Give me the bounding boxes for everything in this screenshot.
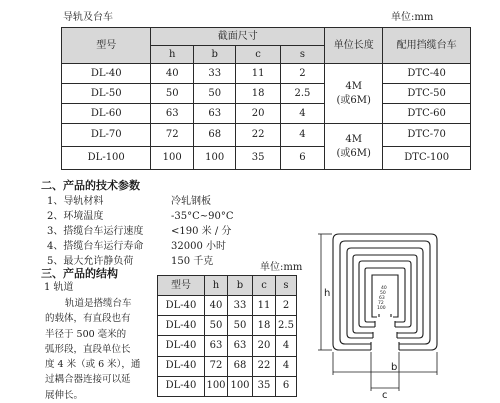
cell-model: DL-50 — [62, 84, 151, 104]
header-c: c — [236, 46, 280, 64]
cell-c: 22 — [253, 356, 276, 376]
paragraph-line: 弧形段，直段单位长 — [45, 343, 131, 355]
subsection-title: 1 轨道 — [44, 282, 74, 293]
cell-model: DL-40 — [158, 356, 205, 376]
cell-h: 40 — [151, 64, 194, 84]
unit-length-value: 4M — [345, 133, 363, 145]
cell-s: 4 — [276, 356, 297, 376]
cell-h: 50 — [205, 316, 228, 336]
dimension-h-label: h — [324, 288, 331, 299]
header-s: s — [276, 276, 297, 296]
param-value: 32000 小时 — [171, 241, 226, 252]
cell-s: 2 — [276, 296, 297, 316]
cell-h: 63 — [151, 104, 194, 124]
cell-b: 100 — [193, 147, 236, 170]
rail-cross-section-diagram — [315, 222, 455, 400]
table-row — [158, 356, 297, 376]
cell-s: 4 — [276, 336, 297, 356]
unit-label: 单位:mm — [391, 12, 434, 23]
cell-c: 22 — [236, 124, 280, 147]
cell-c: 35 — [236, 147, 280, 170]
dimension-c-label: c — [382, 390, 388, 400]
cell-unit-length — [325, 124, 383, 170]
table-row — [62, 147, 471, 170]
header-c: c — [253, 276, 276, 296]
cell-b: 33 — [193, 64, 236, 84]
table-row — [62, 64, 471, 84]
cell-trolley: DTC-50 — [383, 84, 471, 104]
paragraph-line: 度 4 米（或 6 米），通 — [45, 359, 141, 371]
cell-c: 18 — [236, 84, 280, 104]
cell-h: 100 — [151, 147, 194, 170]
table-row — [158, 376, 297, 396]
cell-b: 50 — [193, 84, 236, 104]
cell-s: 2 — [280, 64, 324, 84]
table-row — [158, 336, 297, 356]
cell-s: 4 — [280, 124, 324, 147]
cell-model: DL-100 — [62, 147, 151, 170]
cell-h: 72 — [205, 356, 228, 376]
cell-model: DL-40 — [158, 316, 205, 336]
table-row — [158, 296, 297, 316]
paragraph-line: 半径于 500 毫米的 — [45, 328, 127, 340]
cell-b: 33 — [228, 296, 253, 316]
cell-model: DL-40 — [158, 376, 205, 396]
unit-length-value: 4M — [345, 80, 363, 92]
table-row — [62, 84, 471, 104]
param-label: 4、搭缆台车运行寿命 — [47, 241, 144, 252]
cell-s: 2.5 — [276, 316, 297, 336]
dimension-b-label: b — [391, 362, 398, 373]
cell-trolley: DTC-60 — [383, 104, 471, 124]
cell-trolley: DTC-100 — [383, 147, 471, 170]
cell-s: 6 — [280, 147, 324, 170]
param-label: 5、最大允许静负荷 — [47, 256, 134, 267]
header-b: b — [228, 276, 253, 296]
unit-length-alt: (或6M) — [336, 94, 371, 106]
cell-b: 63 — [228, 336, 253, 356]
param-label: 3、搭缆台车运行速度 — [47, 226, 144, 237]
cell-s: 6 — [276, 376, 297, 396]
cell-c: 18 — [253, 316, 276, 336]
paragraph-line: 的载体，有直段也有 — [45, 313, 131, 325]
cell-model: DL-40 — [62, 64, 151, 84]
section-title: 二、产品的技术参数 — [41, 179, 140, 192]
size-label: 40 — [381, 286, 387, 291]
cell-model: DL-70 — [62, 124, 151, 147]
param-label: 2、环境温度 — [47, 211, 104, 222]
cell-model: DL-40 — [158, 296, 205, 316]
header-s: s — [280, 46, 324, 64]
cell-h: 40 — [205, 296, 228, 316]
size-label: 100 — [377, 306, 386, 311]
cell-c: 20 — [253, 336, 276, 356]
cell-c: 11 — [236, 64, 280, 84]
cell-b: 68 — [228, 356, 253, 376]
header-trolley: 配用挡缆台车 — [383, 28, 471, 64]
cell-b: 100 — [228, 376, 253, 396]
header-h: h — [151, 46, 194, 64]
cell-b: 68 — [193, 124, 236, 147]
cell-h: 72 — [151, 124, 194, 147]
size-label: 50 — [380, 291, 386, 296]
unit-label: 单位:mm — [260, 262, 303, 273]
header-model: 型号 — [62, 28, 151, 64]
param-value: 冷轧钢板 — [171, 196, 211, 207]
header-model: 型号 — [158, 276, 205, 296]
paragraph-line: 轨道是搭缆台车 — [65, 298, 132, 309]
cell-b: 63 — [193, 104, 236, 124]
spec-table — [61, 27, 471, 170]
table-row — [62, 104, 471, 124]
table-row — [62, 124, 471, 147]
size-label: 63 — [379, 296, 385, 301]
section-title: 导轨及台车 — [63, 12, 113, 23]
cell-s: 4 — [280, 104, 324, 124]
cell-model: DL-60 — [62, 104, 151, 124]
cell-trolley: DTC-40 — [383, 64, 471, 84]
table-row — [158, 316, 297, 336]
header-section: 截面尺寸 — [151, 28, 325, 46]
cell-model: DL-40 — [158, 336, 205, 356]
header-unit-length: 单位长度 — [325, 28, 383, 64]
cell-h: 100 — [205, 376, 228, 396]
cell-unit-length — [325, 64, 383, 124]
cell-trolley: DTC-70 — [383, 124, 471, 147]
header-h: h — [205, 276, 228, 296]
section-title: 三、产品的结构 — [41, 267, 118, 280]
cell-s: 2.5 — [280, 84, 324, 104]
dimension-table — [157, 275, 297, 397]
param-label: 1、导轨材料 — [47, 196, 104, 207]
size-label: 72 — [378, 301, 384, 306]
cell-c: 20 — [236, 104, 280, 124]
cell-c: 11 — [253, 296, 276, 316]
param-value: -35°C~90°C — [171, 211, 234, 222]
cell-c: 35 — [253, 376, 276, 396]
cell-h: 50 — [151, 84, 194, 104]
cell-h: 63 — [205, 336, 228, 356]
paragraph-line: 展伸长。 — [45, 389, 84, 401]
structure-paragraph — [45, 296, 157, 403]
param-value: 150 千克 — [171, 256, 214, 267]
unit-length-alt: (或6M) — [336, 147, 371, 159]
param-value: <190 米 / 分 — [171, 226, 232, 237]
header-b: b — [193, 46, 236, 64]
paragraph-line: 过耦合器连接可以延 — [45, 374, 131, 386]
cell-b: 50 — [228, 316, 253, 336]
